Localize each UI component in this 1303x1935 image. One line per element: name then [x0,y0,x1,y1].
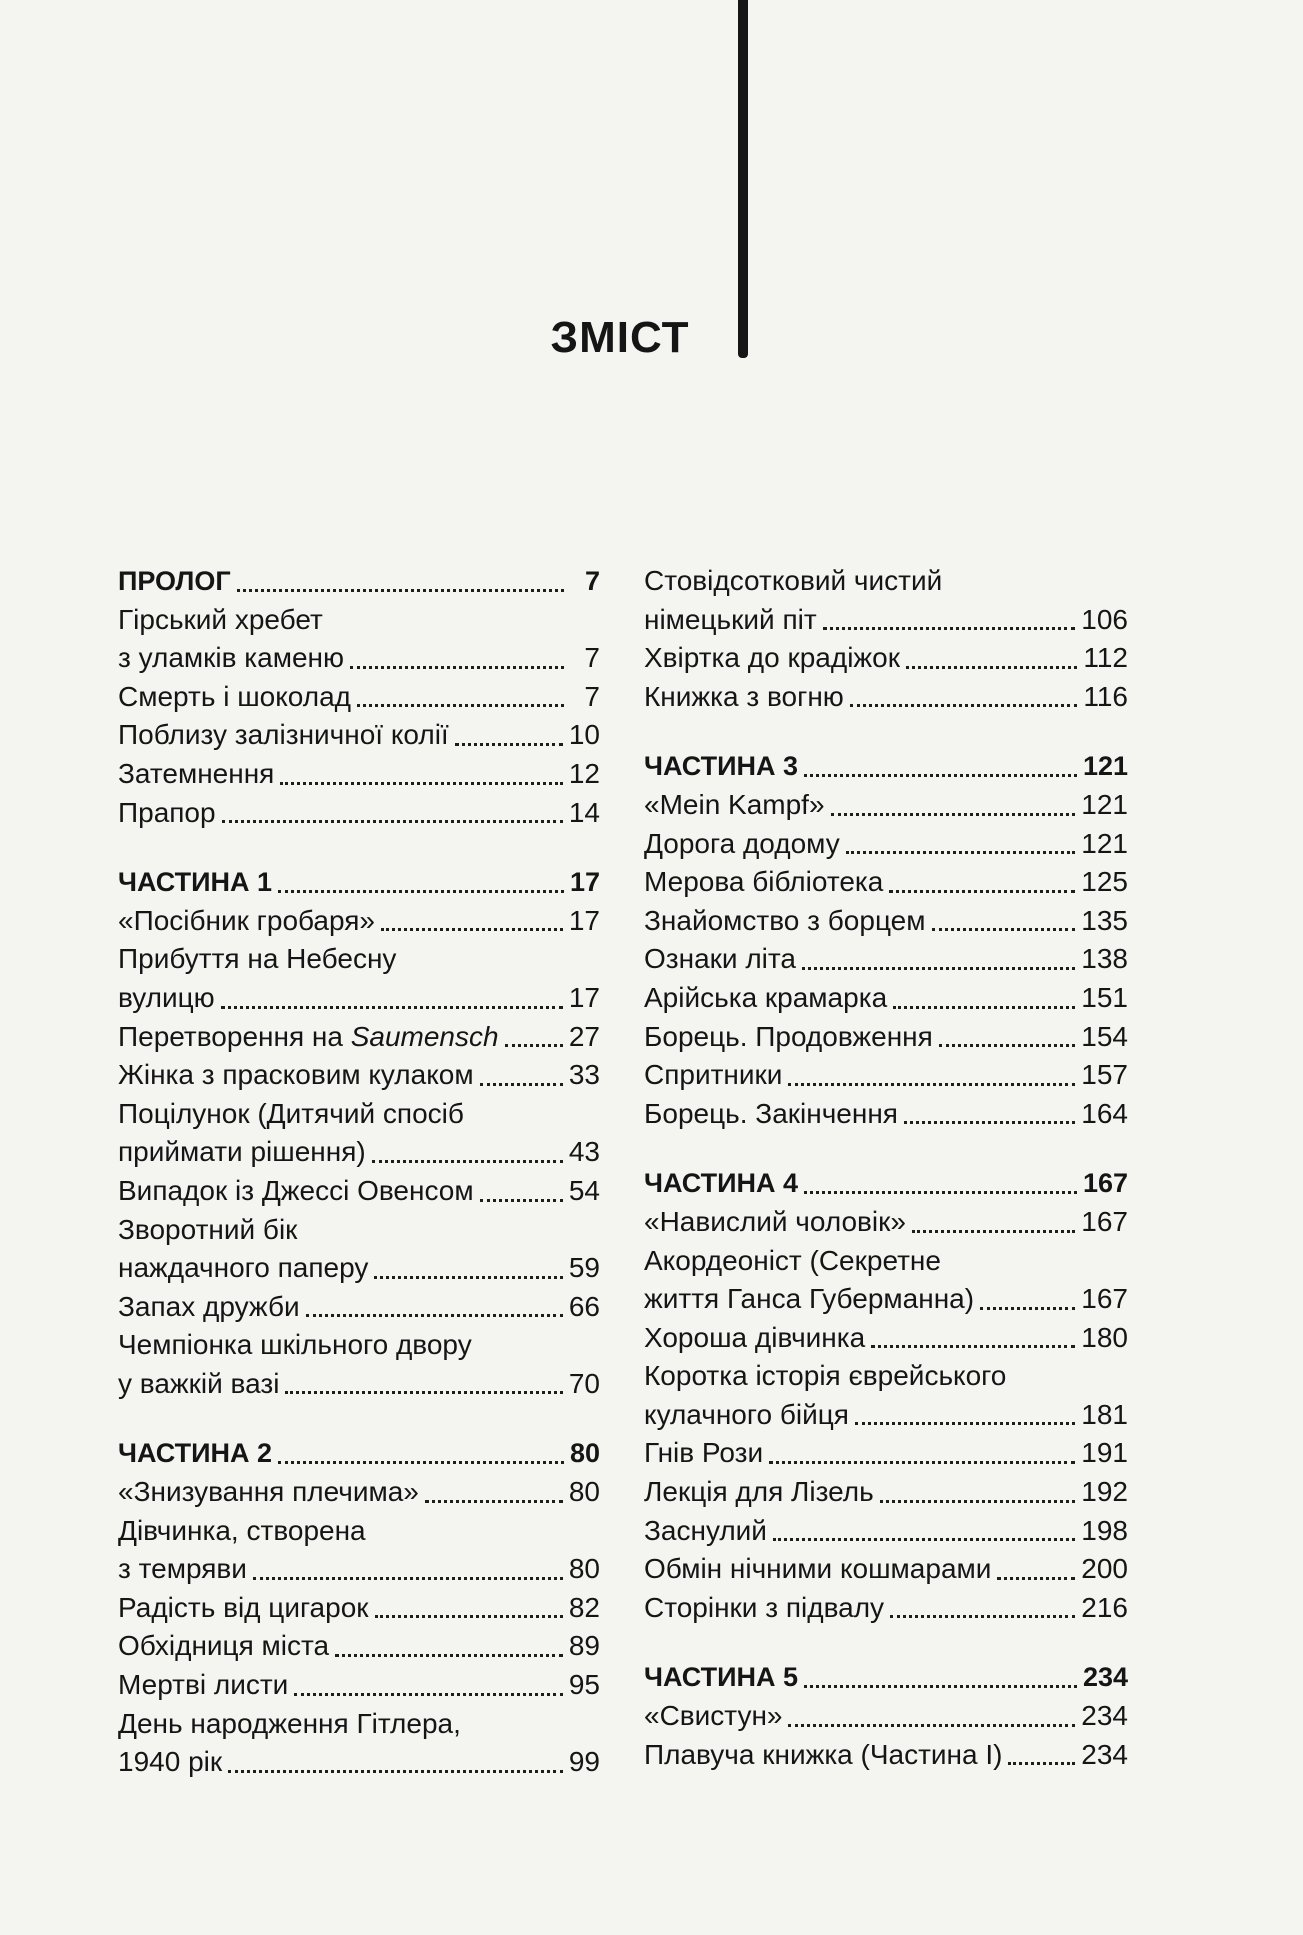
toc-entry-text: приймати рішення) [118,1136,366,1168]
toc-entry-text: «Навислий чоловік» [644,1205,906,1237]
toc-entry-text: Прапор [118,796,216,828]
dot-leader [932,928,1076,931]
toc-entry-title [644,1280,974,1319]
toc-entry-text: Лекція для Лізель [644,1476,874,1508]
toc-entry-text: кулачного бійця [644,1398,849,1430]
toc-entry-title [118,1056,474,1095]
toc-entry-title [644,863,883,902]
toc-entry-text: 1940 рік [118,1746,223,1778]
toc-entry-text: «Свистун» [644,1700,783,1732]
toc-entry [644,786,1128,825]
toc-entry [118,1326,600,1365]
toc-entry-text: Акордеоніст (Секретне [644,1244,941,1276]
toc-entry-text: ЧАСТИНА 1 [118,867,273,898]
toc-entry-text: життя Ганса Губерманна) [644,1283,975,1315]
dot-leader [855,1422,1075,1425]
toc-entry-title [644,1550,991,1589]
dot-leader [480,1083,563,1086]
toc-entry [644,825,1128,864]
dot-leader [939,1044,1075,1047]
toc-entry [118,940,600,979]
toc-entry [118,1666,600,1705]
dot-leader [831,813,1076,816]
toc-page-number: 121 [1082,751,1128,782]
toc-entry-text: ПРОЛОГ [118,566,231,596]
toc-entry [644,1018,1128,1057]
toc-entry [118,1550,600,1589]
toc-page-number: 7 [584,680,600,712]
toc-part-heading [118,863,600,902]
dot-leader [804,774,1077,777]
toc-entry-title [644,1396,849,1435]
toc-entry-text: Гірський хребет [118,603,323,635]
toc-entry-text: Борець. Закінчення [644,1097,898,1129]
toc-entry [644,1280,1128,1319]
toc-entry-text: Радість від цигарок [118,1591,369,1623]
toc-entry-title [118,1627,329,1666]
toc-entry-title [118,1666,288,1705]
dot-leader [455,743,563,746]
toc-entry [644,1203,1128,1242]
toc-page-number: 125 [1081,866,1128,898]
toc-entry-title [644,678,844,717]
toc-entry [644,1396,1128,1435]
toc-entry-title [118,1326,472,1365]
toc-entry [644,678,1128,717]
toc-entry-text: з темряви [118,1553,247,1585]
toc-page-number: 12 [568,757,600,789]
toc-entry-title [118,755,274,794]
toc-entry-title [118,1705,461,1744]
toc-entry [644,1357,1128,1396]
dot-leader [773,1538,1075,1541]
toc-part-heading [644,1164,1128,1203]
toc-entry-text: Жінка з прасковим кулаком [118,1059,474,1091]
dot-leader [350,666,564,669]
toc-page-number: 43 [568,1136,600,1168]
toc-entry-text: Мерова бібліотека [644,866,884,898]
dot-leader [253,1577,563,1580]
toc-entry-title [118,1133,366,1172]
toc-entry [118,1249,600,1288]
dot-leader [278,890,564,893]
toc-entry-title [118,1288,300,1327]
dot-leader [804,1685,1077,1688]
toc-entry [118,794,600,833]
toc-page-number: 116 [1083,680,1128,712]
dot-leader [222,820,563,823]
toc-entry [118,1473,600,1512]
toc-page-number: 17 [569,867,600,898]
dot-leader [372,1160,563,1163]
toc-entry-title [644,1736,1002,1775]
toc-entry-text: з уламків каменю [118,642,345,674]
toc-entry-title [118,1211,297,1250]
dot-leader [294,1693,563,1696]
toc-page-number: 33 [568,1059,600,1091]
toc-entry-text: Прибуття на Небесну [118,943,397,975]
toc-entry-text: Смерть і шоколад [118,680,351,712]
toc-entry-text: ЧАСТИНА 5 [644,1662,799,1693]
toc-entry-text: Хороша дівчинка [644,1321,866,1353]
toc-entry-title [644,1658,798,1697]
toc-entry [118,1172,600,1211]
toc-entry-title [644,1319,865,1358]
dot-leader [280,782,563,785]
toc-page-number: 167 [1081,1205,1128,1237]
toc-entry-text: Дорога додому [644,827,840,859]
toc-entry-text: Коротка історія єврейського [644,1360,1007,1392]
toc-entry [118,1589,600,1628]
toc-entry [644,1736,1128,1775]
dot-leader [788,1083,1075,1086]
toc-entry [644,902,1128,941]
dot-leader [228,1770,563,1773]
toc-entry-title [644,1242,941,1281]
toc-page-number: 234 [1081,1738,1128,1770]
toc-entry [644,1589,1128,1628]
toc-entry-text: Арійська крамарка [644,981,888,1013]
toc-entry [118,1365,600,1404]
toc-entry-text: ЧАСТИНА 4 [644,1168,799,1199]
toc-page-number: 112 [1083,642,1128,674]
dot-leader [880,1500,1076,1503]
dot-leader [306,1314,563,1317]
toc-page-number: 59 [568,1252,600,1284]
toc-entry-title [118,863,272,902]
dot-leader [425,1500,563,1503]
toc-entry [118,716,600,755]
dot-leader [912,1230,1075,1233]
toc-entry-title [644,1357,1006,1396]
toc-entry-title [644,1164,798,1203]
toc-entry-title [644,1473,874,1512]
toc-page-number: 138 [1081,943,1128,975]
toc-entry-text: наждачного паперу [118,1252,369,1284]
dot-leader [357,704,564,707]
toc-page-number: 82 [568,1591,600,1623]
dot-leader [904,1121,1075,1124]
toc-entry-title [118,1473,419,1512]
toc-entry-text: Випадок із Джессі Овенсом [118,1174,474,1206]
toc-entry [644,1697,1128,1736]
dot-leader [788,1724,1075,1727]
toc-entry-title [644,562,942,601]
toc-entry-text: Знайомство з борцем [644,904,926,936]
dot-leader [850,704,1078,707]
dot-leader [846,851,1076,854]
toc-entry-title [644,1056,782,1095]
dot-leader [375,1615,563,1618]
toc-entry-text: Борець. Продовження [644,1020,933,1052]
toc-entry-text: Плавуча книжка (Частина I) [644,1738,1003,1770]
toc-entry [644,1095,1128,1134]
toc-entry-title [644,1018,933,1057]
toc-page-number: 66 [568,1290,600,1322]
toc-entry-title [118,1512,366,1551]
dot-leader [278,1461,564,1464]
toc-entry [118,755,600,794]
toc-part-heading [118,1434,600,1473]
toc-entry-title [644,1697,782,1736]
toc-entry [118,678,600,717]
toc-page-number: 167 [1082,1168,1128,1199]
toc-page-number: 181 [1081,1398,1128,1430]
toc-entry [118,902,600,941]
toc-page-number: 7 [584,642,600,674]
toc-entry-text: Дівчинка, створена [118,1514,366,1546]
toc-entry-title [118,979,215,1018]
toc-entry-text: Ознаки літа [644,943,796,975]
toc-entry-text: Мертві листи [118,1669,289,1701]
toc-page-number: 135 [1081,904,1128,936]
toc-page-number: 154 [1081,1020,1128,1052]
toc-entry [644,1434,1128,1473]
toc-entry [118,1512,600,1551]
toc-page-number: 164 [1081,1097,1128,1129]
toc-entry [644,863,1128,902]
toc-entry-title [644,1512,767,1551]
toc-entry-title [644,601,817,640]
toc-entry-title [644,1589,884,1628]
toc-entry [118,1743,600,1782]
toc-entry-text: Затемнення [118,757,275,789]
toc-page-number: 121 [1081,788,1128,820]
dot-leader [480,1199,563,1202]
toc-entry-title [118,1018,499,1057]
toc-entry-title [644,786,825,825]
toc-page-number: 99 [568,1746,600,1778]
toc-entry-text: Гнів Рози [644,1437,764,1469]
toc-entry [644,1319,1128,1358]
toc-entry-text: Хвіртка до крадіжок [644,642,900,674]
toc-page-number: 89 [568,1630,600,1662]
toc-left-column [118,562,600,1782]
dot-leader [980,1307,1075,1310]
toc-entry [118,1133,600,1172]
dot-leader [890,1615,1075,1618]
toc-entry-title [118,1589,369,1628]
toc-page-number: 17 [568,981,600,1013]
toc-page-number: 7 [584,566,600,596]
toc-entry-text: «Mein Kampf» [644,788,825,820]
dot-leader [823,627,1076,630]
toc-entry-text: у важкій вазі [118,1367,280,1399]
toc-entry-text: Запах дружби [118,1290,300,1322]
toc-entry [118,1705,600,1744]
toc-entry [118,601,600,640]
toc-entry-title [118,940,396,979]
dot-leader [1008,1762,1075,1765]
toc-entry-title [644,902,926,941]
toc-entry [118,1095,600,1134]
toc-entry-text: Обхідниця міста [118,1630,330,1662]
dot-leader [374,1276,562,1279]
toc-entry [644,639,1128,678]
toc-page-number: 234 [1082,1662,1128,1693]
toc-page-number: 70 [568,1367,600,1399]
toc-entry-title [118,1743,222,1782]
toc-entry-title [644,825,840,864]
dot-leader [221,1006,563,1009]
toc-entry-text: Спритники [644,1059,783,1091]
toc-page-number: 198 [1081,1514,1128,1546]
toc-entry-title [644,747,798,786]
toc-page-number: 234 [1081,1700,1128,1732]
toc-entry [118,639,600,678]
toc-page-number: 121 [1081,827,1128,859]
toc-entry [644,1512,1128,1551]
toc-entry [644,1056,1128,1095]
toc-entry [644,979,1128,1018]
toc-entry-italic-text: Saumensch [350,1020,499,1052]
toc-part-heading [644,1658,1128,1697]
toc-entry-text: Сторінки з підвалу [644,1591,885,1623]
toc-entry-title [118,1550,247,1589]
toc-entry-text: ЧАСТИНА 3 [644,751,799,782]
toc-page-number: 192 [1081,1476,1128,1508]
toc-page-number: 200 [1081,1553,1128,1585]
toc-entry [644,601,1128,640]
toc-entry [644,1242,1128,1281]
toc-entry-title [118,1365,279,1404]
dot-leader [997,1577,1075,1580]
toc-page-number: 157 [1081,1059,1128,1091]
toc-entry-text: «Посібник гробаря» [118,904,375,936]
toc-entry-title [118,902,375,941]
toc-entry-title [118,639,344,678]
toc-part-heading [644,747,1128,786]
toc-entry [118,1018,600,1057]
toc-right-column [644,562,1128,1774]
toc-entry [644,562,1128,601]
binding-rule [738,0,748,358]
dot-leader [769,1461,1075,1464]
toc-entry-title [118,601,323,640]
toc-entry [644,940,1128,979]
toc-entry-text: Перетворення на [118,1020,351,1052]
toc-entry-text: ЧАСТИНА 2 [118,1438,273,1469]
toc-entry-title [118,716,449,755]
toc-page-number: 180 [1081,1321,1128,1353]
toc-entry-text: німецький піт [644,603,817,635]
toc-page-number: 80 [568,1476,600,1508]
toc-page-number: 95 [568,1669,600,1701]
toc-entry-text: вулицю [118,981,215,1013]
toc-entry-title [118,678,351,717]
toc-page-number: 14 [568,796,600,828]
toc-entry-text: Стовідсотковий чистий [644,565,943,596]
dot-leader [285,1391,562,1394]
toc-page-number: 17 [568,904,600,936]
toc-entry-title [118,562,231,601]
toc-entry-text: Чемпіонка шкільного двору [118,1329,472,1361]
dot-leader [871,1345,1075,1348]
toc-entry-title [644,1434,763,1473]
toc-entry-text: День народження Гітлера, [118,1707,461,1739]
toc-part-heading [118,562,600,601]
toc-page-number: 191 [1081,1437,1128,1469]
toc-page-number: 80 [568,1553,600,1585]
toc-entry-title [118,1172,474,1211]
toc-entry-title [118,1434,272,1473]
page-title: ЗМІСТ [550,313,690,362]
dot-leader [335,1654,563,1657]
toc-page-number: 10 [568,719,600,751]
toc-entry-text: Заснулий [644,1514,767,1546]
toc-entry-text: Поцілунок (Дитячий спосіб [118,1097,464,1129]
toc-entry [118,1056,600,1095]
toc-page-number: 216 [1081,1591,1128,1623]
dot-leader [381,928,563,931]
toc-entry [118,1288,600,1327]
toc-entry-title [644,1095,898,1134]
toc-entry [644,1550,1128,1589]
toc-page-number: 106 [1081,603,1128,635]
dot-leader [505,1044,563,1047]
dot-leader [802,967,1075,970]
toc-entry [118,1211,600,1250]
toc-entry-text: Обмін нічними кошмарами [644,1553,992,1585]
toc-entry-text: «Знизування плечима» [118,1476,419,1508]
toc-entry [644,1473,1128,1512]
dot-leader [889,890,1075,893]
toc-entry [118,1627,600,1666]
toc-page-number: 167 [1081,1283,1128,1315]
toc-page-number: 80 [569,1438,600,1469]
dot-leader [804,1191,1077,1194]
dot-leader [893,1006,1075,1009]
toc-entry-text: Книжка з вогню [644,680,844,712]
toc-entry-text: Зворотний бік [118,1213,298,1245]
dot-leader [906,666,1077,669]
toc-page-number: 27 [568,1020,600,1052]
toc-entry-title [118,794,216,833]
toc-entry-title [644,1203,906,1242]
toc-entry-title [644,639,900,678]
toc-entry [118,979,600,1018]
toc-page-number: 54 [568,1174,600,1206]
toc-entry-title [644,979,887,1018]
toc-entry-title [118,1095,464,1134]
toc-entry-title [644,940,796,979]
dot-leader [237,589,564,592]
toc-entry-text: Поблизу залізничної колії [118,719,449,751]
toc-entry-title [118,1249,368,1288]
toc-page-number: 151 [1081,981,1128,1013]
